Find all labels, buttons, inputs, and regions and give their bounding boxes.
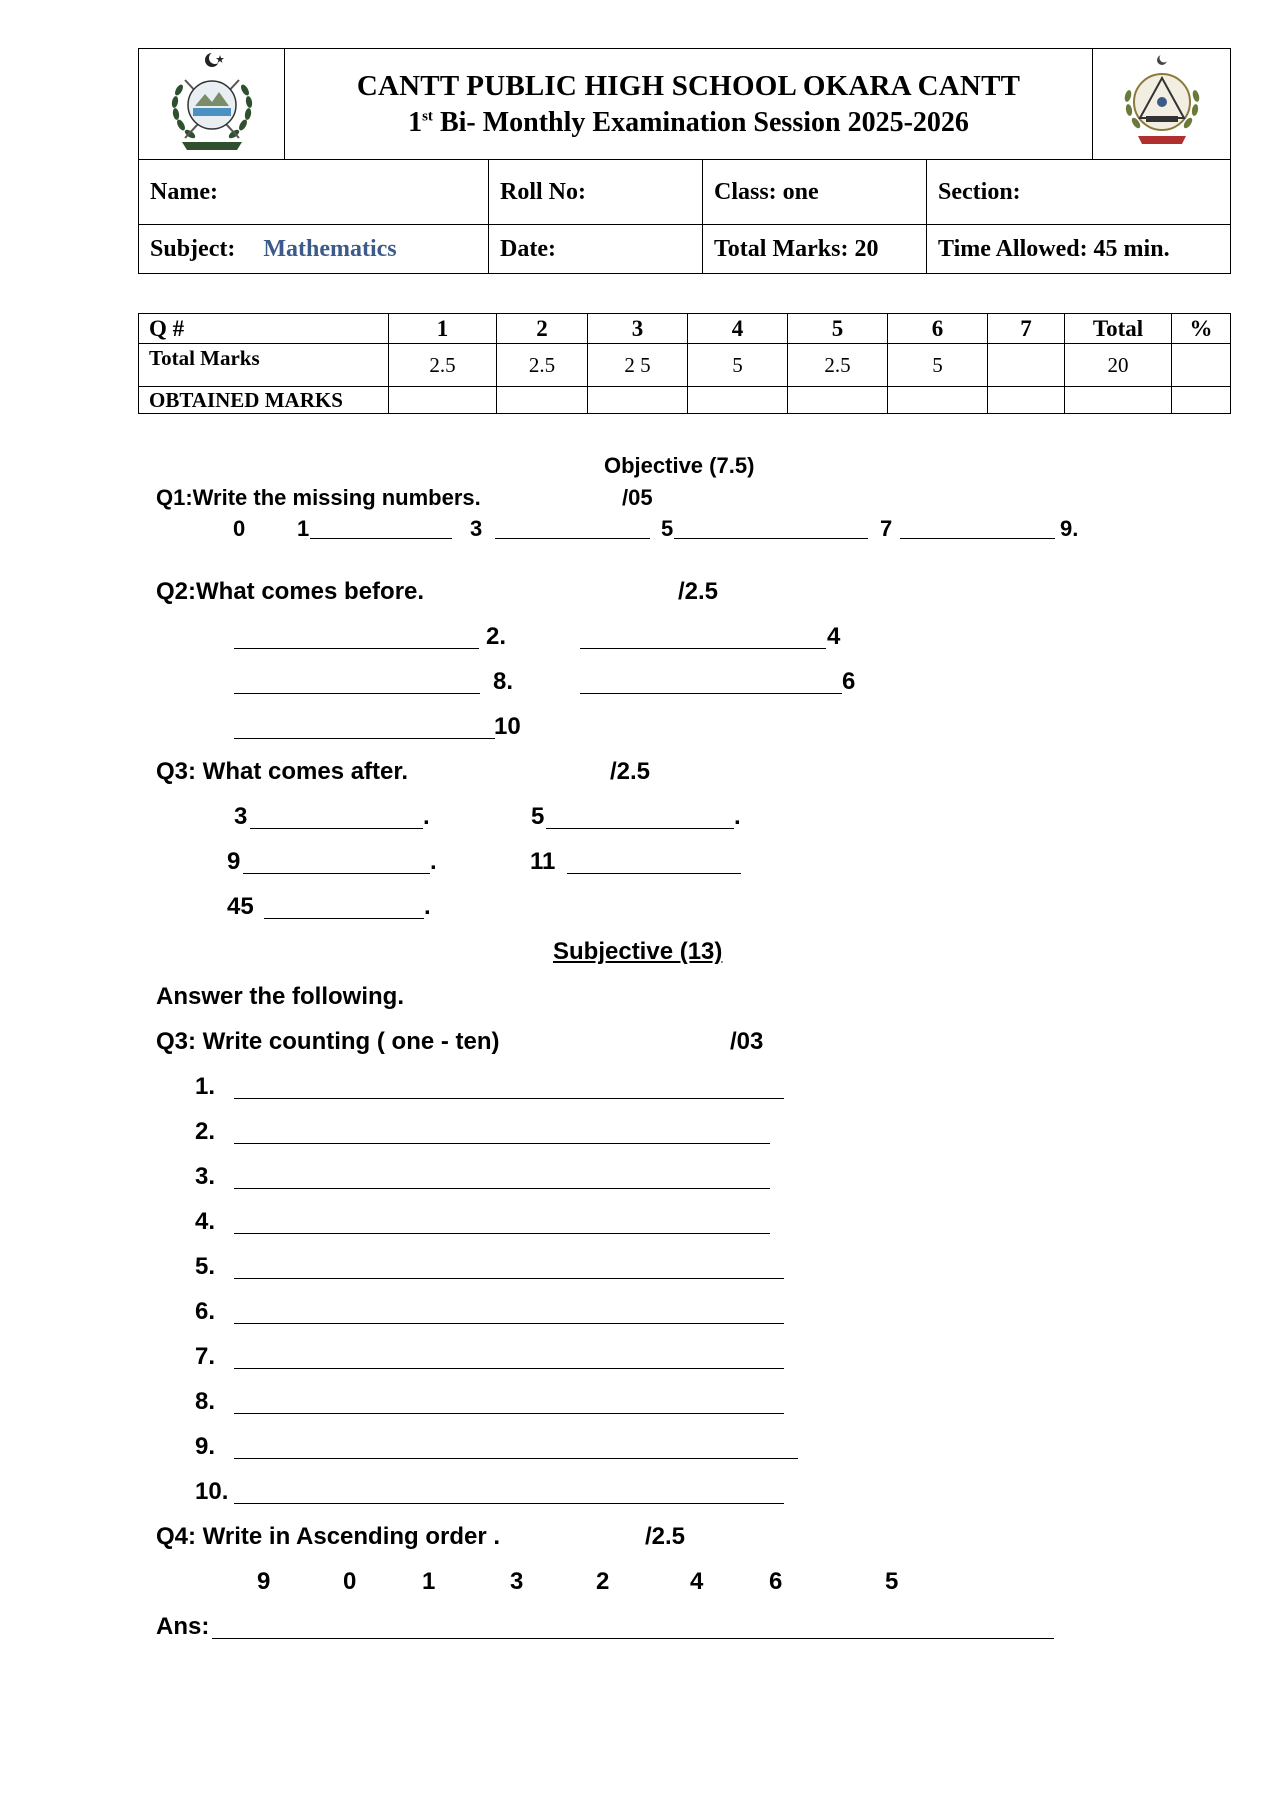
q3-after-item: 9 xyxy=(227,848,241,875)
q3-after-blank[interactable] xyxy=(243,873,430,874)
marks-table xyxy=(138,313,1231,414)
left-logo-cell xyxy=(139,49,285,160)
section-cell[interactable]: Section: xyxy=(927,160,1231,225)
q1-number: 0 xyxy=(233,516,246,541)
total-marks-cell: 2 5 xyxy=(588,344,688,387)
q3-counting-text: Q3: Write counting ( one - ten) xyxy=(156,1028,500,1055)
q4-number: 5 xyxy=(885,1568,899,1595)
q3-after-item: 45 xyxy=(227,893,254,920)
exam-ordinal: 1 xyxy=(408,106,423,138)
q4-number: 6 xyxy=(769,1568,783,1595)
counting-number: 4. xyxy=(195,1208,216,1235)
time-allowed-cell: Time Allowed: 45 min. xyxy=(927,225,1231,274)
q2-item: 8. xyxy=(493,668,514,695)
col-header-total: Total xyxy=(1065,314,1172,344)
q1-blank[interactable] xyxy=(495,538,650,539)
q3-after-text: Q3: What comes after. xyxy=(156,758,409,785)
title-cell xyxy=(285,49,1093,160)
q2-blank[interactable] xyxy=(234,738,495,739)
q2-blank[interactable] xyxy=(234,648,479,649)
q3-after-item: 11 xyxy=(530,848,556,875)
total-marks-cell: 2.5 xyxy=(497,344,588,387)
school-name: CANTT PUBLIC HIGH SCHOOL OKARA CANTT xyxy=(356,69,1021,102)
q4-number: 1 xyxy=(422,1568,436,1595)
counting-line[interactable] xyxy=(234,1233,770,1234)
q4-text: Q4: Write in Ascending order . xyxy=(156,1523,501,1550)
obtained-cell[interactable] xyxy=(497,387,588,414)
q1-number: 1 xyxy=(297,516,310,541)
counting-number: 3. xyxy=(195,1163,216,1190)
date-cell[interactable]: Date: xyxy=(489,225,703,274)
q4-number: 2 xyxy=(596,1568,610,1595)
counting-line[interactable] xyxy=(234,1098,784,1099)
q2-blank[interactable] xyxy=(234,693,480,694)
q2-blank[interactable] xyxy=(580,693,842,694)
total-marks-cell: 20 xyxy=(1065,344,1172,387)
q2-item: 6 xyxy=(842,668,856,695)
total-marks-row-label: Total Marks xyxy=(139,344,389,387)
counting-number: 8. xyxy=(195,1388,216,1415)
obtained-cell[interactable] xyxy=(588,387,688,414)
col-header: 5 xyxy=(788,314,888,344)
obtained-cell[interactable] xyxy=(888,387,988,414)
right-logo-cell xyxy=(1093,49,1231,160)
q2-item: 4 xyxy=(827,623,841,650)
pakistan-army-emblem-icon xyxy=(157,50,267,154)
counting-number: 9. xyxy=(195,1433,216,1460)
roll-no-cell[interactable]: Roll No: xyxy=(489,160,703,225)
total-marks-cell: 2.5 xyxy=(389,344,497,387)
class-cell: Class: one xyxy=(703,160,927,225)
q4-number: 0 xyxy=(343,1568,357,1595)
counting-number: 5. xyxy=(195,1253,216,1280)
counting-line[interactable] xyxy=(234,1368,784,1369)
exam-title xyxy=(285,107,1092,139)
objective-heading: Objective (7.5) xyxy=(604,453,755,478)
q2-item: 2. xyxy=(486,623,507,650)
col-header: 4 xyxy=(688,314,788,344)
exam-title-rest: Bi- Monthly Examination Session 2025-2026 xyxy=(432,106,969,138)
total-marks-cell xyxy=(988,344,1065,387)
q4-marks: /2.5 xyxy=(645,1523,686,1550)
subject-label: Subject: xyxy=(150,235,236,262)
q3-after-item: 3 xyxy=(234,803,248,830)
total-marks-cell: 2.5 xyxy=(788,344,888,387)
q4-number: 3 xyxy=(510,1568,524,1595)
total-marks-cell xyxy=(1172,344,1231,387)
obtained-marks-row-label: OBTAINED MARKS xyxy=(139,387,389,414)
q3-counting-marks: /03 xyxy=(730,1028,764,1055)
col-header: 1 xyxy=(389,314,497,344)
q2-text: Q2:What comes before. xyxy=(156,578,425,605)
q1-marks: /05 xyxy=(622,485,653,510)
q-number-header: Q # xyxy=(139,314,389,344)
q2-marks: /2.5 xyxy=(678,578,719,605)
counting-number: 1. xyxy=(195,1073,216,1100)
q3-after-blank[interactable] xyxy=(264,918,424,919)
q1-blank[interactable] xyxy=(674,538,868,539)
counting-line[interactable] xyxy=(234,1503,784,1504)
name-cell[interactable]: Name: xyxy=(139,160,489,225)
counting-number: 6. xyxy=(195,1298,216,1325)
col-header: 3 xyxy=(588,314,688,344)
q3-after-blank[interactable] xyxy=(250,828,423,829)
header-table xyxy=(138,48,1231,274)
q1-number: 3 xyxy=(470,516,483,541)
q1-number: 5 xyxy=(661,516,674,541)
q3-after-dot: . xyxy=(430,848,437,875)
exam-ordinal-suffix: st xyxy=(422,108,433,125)
q3-after-item: 5 xyxy=(531,803,545,830)
obtained-cell[interactable] xyxy=(389,387,497,414)
q1-blank[interactable] xyxy=(310,538,452,539)
counting-line[interactable] xyxy=(234,1323,784,1324)
q4-answer-line[interactable] xyxy=(212,1638,1054,1639)
q3-after-dot: . xyxy=(734,803,741,830)
counting-line[interactable] xyxy=(234,1458,798,1459)
total-marks-cell: 5 xyxy=(888,344,988,387)
subject-cell xyxy=(139,225,489,274)
counting-number: 10. xyxy=(195,1478,229,1505)
obtained-cell[interactable] xyxy=(1172,387,1231,414)
col-header: 6 xyxy=(888,314,988,344)
subject-value: Mathematics xyxy=(263,235,397,262)
counting-line[interactable] xyxy=(234,1143,770,1144)
q1-text: Q1:Write the missing numbers. xyxy=(156,485,481,510)
q4-number: 9 xyxy=(257,1568,271,1595)
obtained-cell[interactable] xyxy=(788,387,888,414)
col-header: 2 xyxy=(497,314,588,344)
q3-after-blank[interactable] xyxy=(546,828,734,829)
total-marks-cell: 5 xyxy=(688,344,788,387)
counting-line[interactable] xyxy=(234,1188,770,1189)
q1-number: 7 xyxy=(880,516,893,541)
col-header-percent: % xyxy=(1172,314,1231,344)
subjective-instruction: Answer the following. xyxy=(156,983,405,1010)
counting-line[interactable] xyxy=(234,1278,784,1279)
q2-blank[interactable] xyxy=(580,648,826,649)
q4-number: 4 xyxy=(690,1568,704,1595)
counting-number: 7. xyxy=(195,1343,216,1370)
counting-line[interactable] xyxy=(234,1413,784,1414)
q3-after-dot: . xyxy=(424,893,431,920)
obtained-cell[interactable] xyxy=(988,387,1065,414)
q3-after-blank[interactable] xyxy=(567,873,741,874)
counting-number: 2. xyxy=(195,1118,216,1145)
q2-item: 10 xyxy=(494,713,521,740)
total-marks-cell: Total Marks: 20 xyxy=(703,225,927,274)
school-crest-icon xyxy=(1112,52,1212,152)
q3-after-dot: . xyxy=(423,803,430,830)
q3-after-marks: /2.5 xyxy=(610,758,651,785)
obtained-cell[interactable] xyxy=(688,387,788,414)
q1-number: 9. xyxy=(1060,516,1079,541)
subjective-heading: Subjective (13) xyxy=(553,938,723,965)
obtained-cell[interactable] xyxy=(1065,387,1172,414)
q4-ans-label: Ans: xyxy=(156,1613,210,1640)
col-header: 7 xyxy=(988,314,1065,344)
q1-blank[interactable] xyxy=(900,538,1055,539)
